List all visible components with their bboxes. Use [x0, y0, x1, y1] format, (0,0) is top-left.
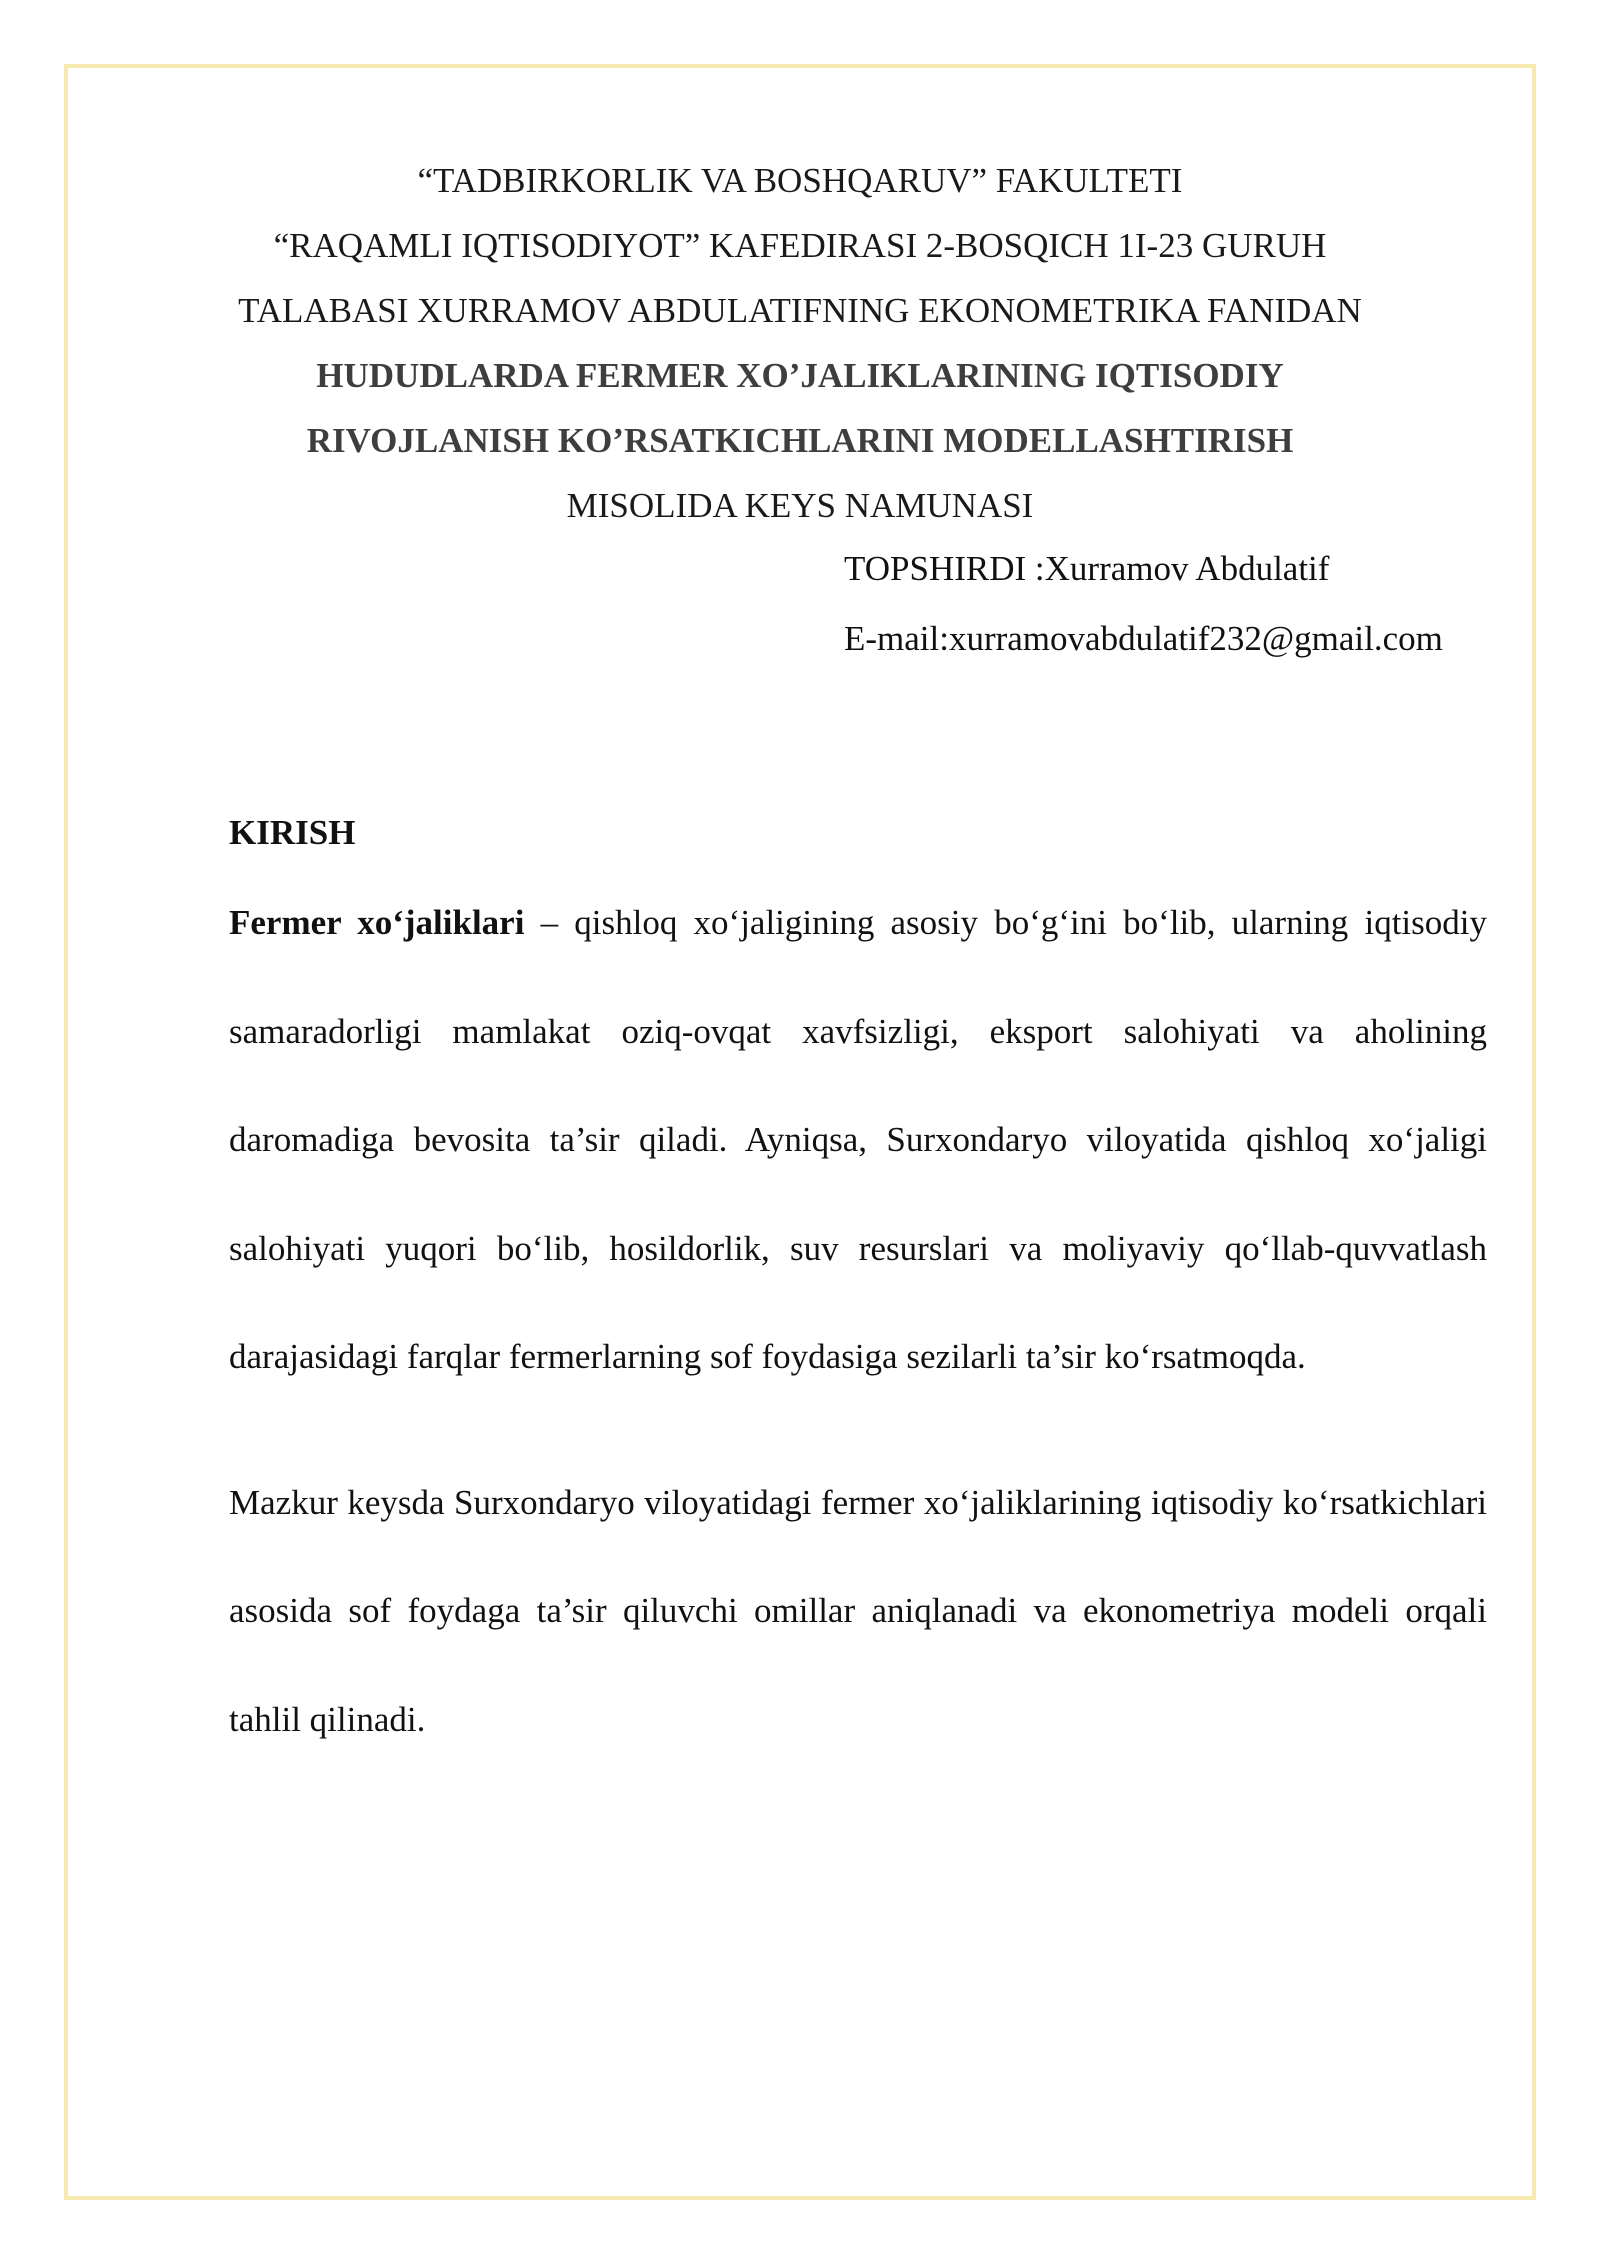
document-title-line-2: RIVOJLANISH KO’RSATKICHLARINI MODELLASHTIRISH: [306, 421, 1294, 460]
submitter-block: [844, 534, 1443, 674]
title-block: [200, 148, 1400, 538]
introduction-section: [229, 800, 1487, 1774]
submitter-name: TOPSHIRDI :Xurramov Abdulatif: [844, 549, 1330, 588]
document-subtitle: MISOLIDA KEYS NAMUNASI: [566, 486, 1034, 525]
intro-paragraph-2: Mazkur keysda Surxondaryo viloyatidagi fermer xo‘jaliklarining iqtisodiy ko‘rsatkichlari asosida sof foydaga ta’sir qiluvchi omillar aniqlanadi va ekonometriya modeli orqali tahlil qilinadi.: [229, 1482, 1487, 1739]
student-line: TALABASI XURRAMOV ABDULATIFNING EKONOMETRIKA FANIDAN: [238, 291, 1362, 330]
paragraph-text: – qishloq xo‘jaligining asosiy bo‘g‘ini bo‘lib, ularning iqtisodiy samaradorligi mamlakat oziq-ovqat xavfsizligi, eksport salohiyati va aholining daromadiga bevosita ta’sir qiladi. Ayniqsa, Surxondaryo viloyatida qishloq xo‘jaligi salohiyati yuqori bo‘lib, hosildorlik, suv resurslari va moliyaviy qo‘llab-quvvatlash darajasidagi farqlar fermerlarning sof foydasiga sezilarli ta’sir ko‘rsatmoqda.: [229, 903, 1488, 1376]
submitter-email: E-mail:xurramovabdulatif232@gmail.com: [844, 619, 1443, 658]
intro-paragraph-1: [229, 869, 1487, 1412]
department-line: “RAQAMLI IQTISODIYOT” KAFEDIRASI 2-BOSQICH 1I-23 GURUH: [273, 226, 1327, 265]
section-heading: KIRISH: [229, 813, 356, 852]
faculty-line: “TADBIRKORLIK VA BOSHQARUV” FAKULTETI: [417, 161, 1183, 200]
key-term: Fermer xo‘jaliklari: [229, 903, 525, 942]
document-title-line-1: HUDUDLARDA FERMER XO’JALIKLARINING IQTISODIY: [316, 356, 1284, 395]
